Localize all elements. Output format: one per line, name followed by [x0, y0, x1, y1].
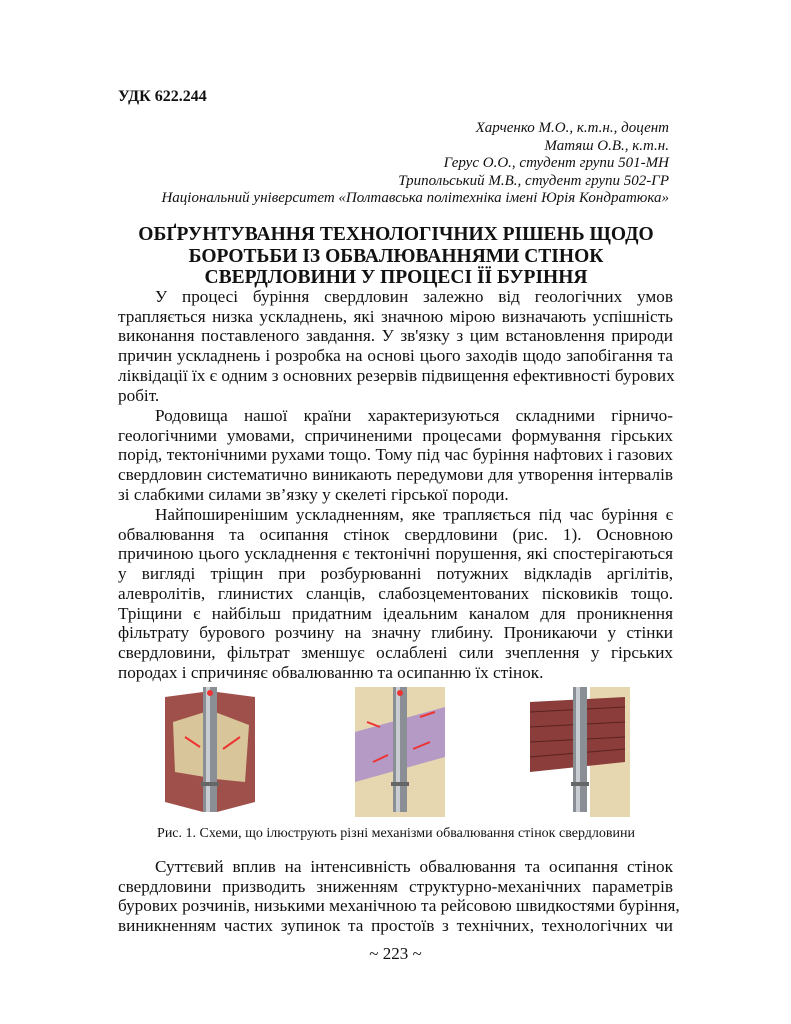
text-line: бурових розчинів, низькими механічною та рейсовою швидкостями буріння, [118, 896, 680, 916]
author-line: Трипольський М.В., студент групи 502-ГР [398, 172, 669, 189]
author-line: Герус О.О., студент групи 501-МН [443, 155, 669, 171]
text-line: у вигляді тріщин при розбурюванні потужних відкладів аргілітів, [118, 564, 673, 584]
text-line: фільтрату бурового розчину на значну глибину. Проникаючи у стінки [118, 623, 673, 643]
author-line: Матяш О.В., к.т.н. [544, 137, 669, 154]
text-line: виникненням частих зупинок та простоїв з технічних, технологічних чи [118, 916, 673, 936]
paragraph-4 [118, 857, 680, 936]
text-line: робіт. [118, 385, 160, 405]
figure-1 [150, 687, 650, 822]
udk-code: УДК 622.244 [118, 88, 207, 105]
paragraph-1 [118, 287, 673, 405]
title-line: СВЕРДЛОВИНИ У ПРОЦЕСІ ЇЇ БУРІННЯ [204, 267, 588, 288]
text-line: зі слабкими силами зв’язку у скелеті гірської породи. [118, 484, 509, 504]
text-line: свердловини призводить зниженням структурно-механічних параметрів [118, 876, 673, 896]
author-line: Харченко М.О., к.т.н., доцент [475, 120, 669, 136]
affiliation: Національний університет «Полтавська політехніка імені Юрія Кондратюка» [161, 190, 669, 206]
wellbore-collapse-scheme-2 [355, 687, 445, 817]
text-line: виконання поставленого завдання. У зв'язку з цим встановлення природи [118, 326, 673, 346]
text-line: породах і спричиняє обвалюванню та осипанню їх стінок. [118, 662, 544, 682]
text-line: Найпоширенішим ускладненням, яке трапляється під час буріння є [155, 505, 673, 524]
paragraph-2 [118, 406, 673, 505]
text-line: причиною цього ускладнення є тектонічні порушення, які спостерігаються [118, 544, 673, 564]
text-line: ліквідації їх є одним з основних резервів підвищення ефективності бурових [118, 365, 675, 385]
text-line: причин ускладнень і розробка на основі цього заходів щодо запобігання та [118, 346, 673, 366]
page-number: ~ 223 ~ [369, 944, 422, 963]
title-line: ОБҐРУНТУВАННЯ ТЕХНОЛОГІЧНИХ РІШЕНЬ ЩОДО [138, 224, 654, 245]
wellbore-collapse-scheme-1 [165, 687, 255, 817]
paragraph-3 [118, 505, 673, 682]
text-line: трапляється низка ускладнень, які значною мірою визначають успішність [118, 306, 673, 326]
text-line: У процесі буріння свердловин залежно від геологічних умов [155, 287, 673, 306]
text-line: свердловин систематично виникають передумови для утворення інтервалів [118, 465, 673, 485]
text-line: обвалювання та осипання стінок свердловини (рис. 1). Основною [118, 524, 673, 544]
article-title [118, 224, 674, 289]
text-line: Суттєвий вплив на інтенсивність обвалювання та осипання стінок [155, 857, 673, 876]
text-line: Тріщини є найбільш придатним ідеальним каналом для проникнення [118, 603, 673, 623]
authors-block [161, 120, 669, 208]
title-line: БОРОТЬБИ ІЗ ОБВАЛЮВАННЯМИ СТІНОК [188, 245, 604, 267]
figure-caption: Рис. 1. Схеми, що ілюструють різні механізми обвалювання стінок свердловини [157, 826, 635, 841]
text-line: алевролітів, глинистих сланців, слабозцементованих пісковиків тощо. [118, 583, 673, 603]
text-line: порід, тектонічними рухами тощо. Тому під час буріння нафтових і газових [118, 445, 673, 465]
text-line: геологічними умовами, спричиненими процесами формування гірських [118, 425, 673, 445]
wellbore-collapse-scheme-3 [530, 687, 630, 817]
text-line: свердловини, фільтрат зменшує ослаблені сили зчеплення у гірських [118, 642, 673, 662]
text-line: Родовища нашої країни характеризуються складними гірничо- [155, 406, 673, 425]
